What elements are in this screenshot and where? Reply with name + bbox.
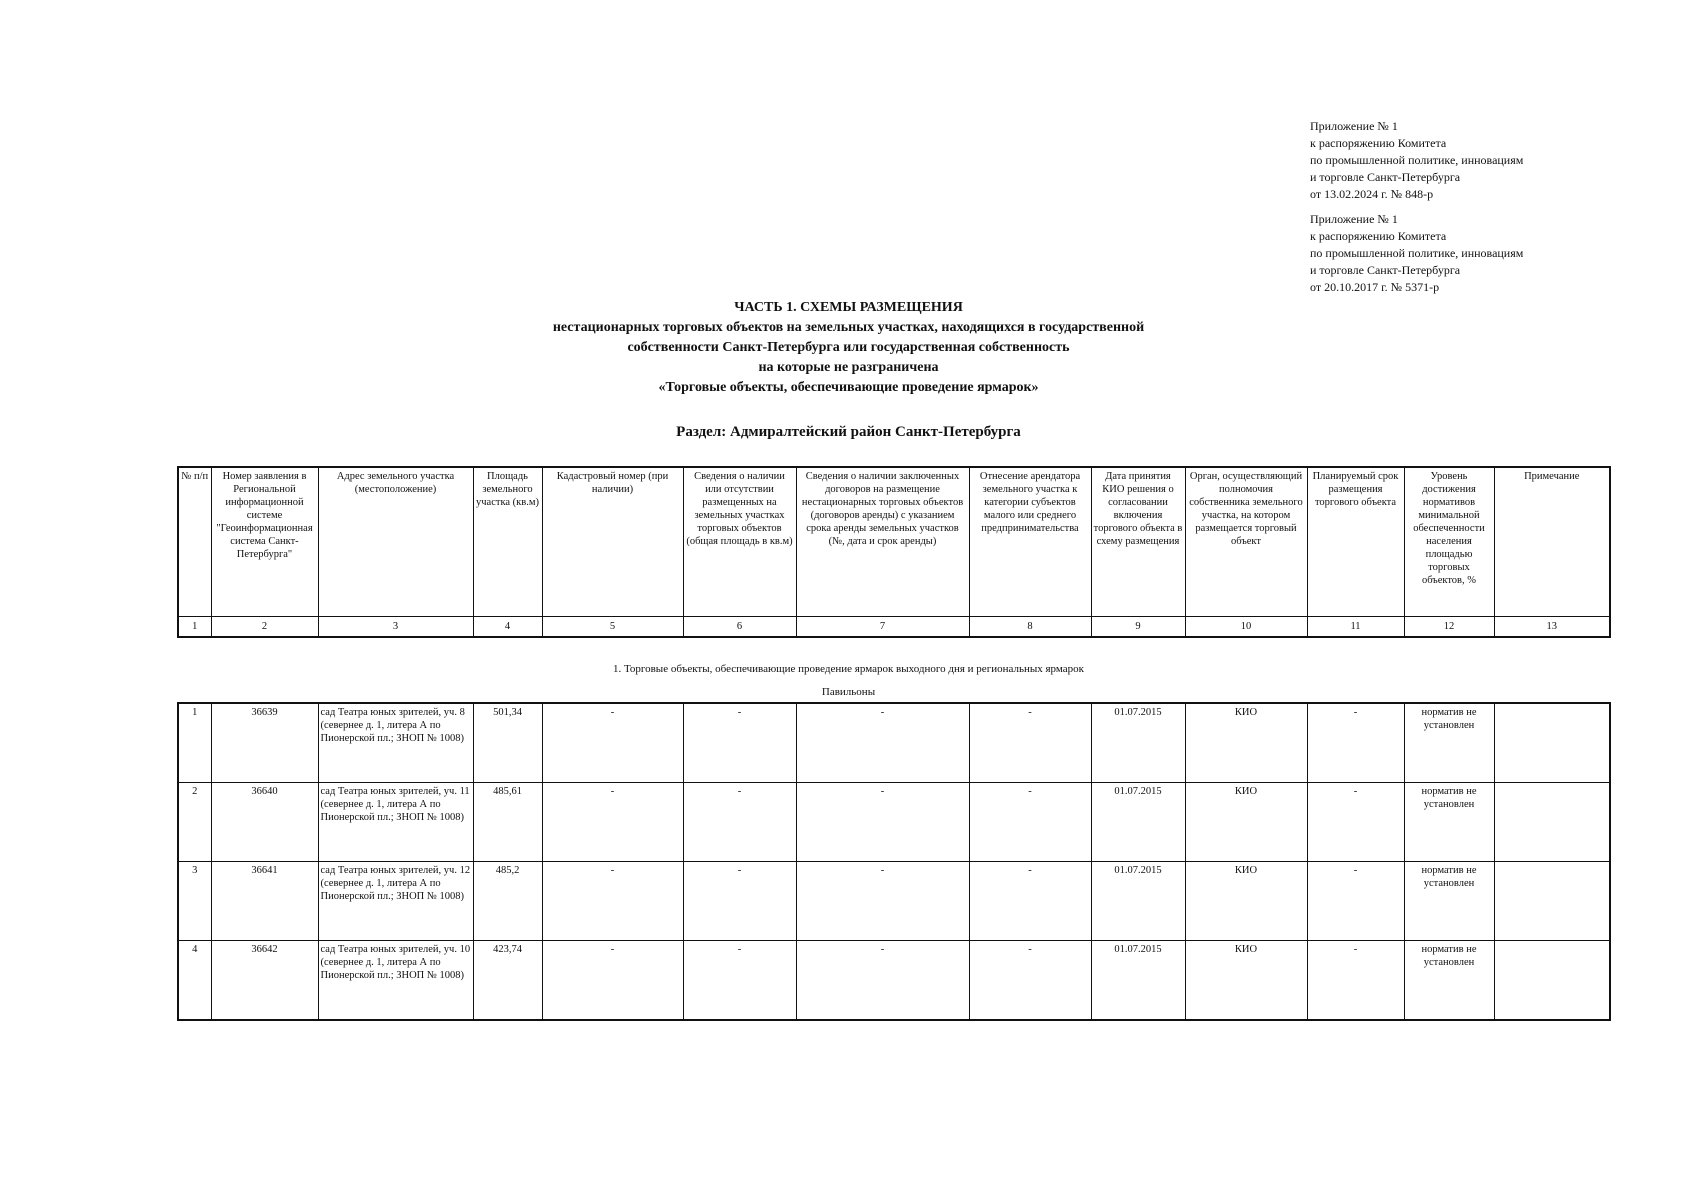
cadastral-number: - [542, 703, 683, 783]
land-area: 501,34 [473, 703, 542, 783]
category-subtitle: 1. Торговые объекты, обеспечивающие проведение ярмарок выходного дня и региональных ярмарок [612, 663, 1084, 675]
application-number: 36641 [211, 862, 318, 941]
header-cell: № п/п [178, 467, 211, 617]
note [1494, 862, 1610, 941]
planned-term: - [1307, 862, 1404, 941]
title-line: нестационарных торговых объектов на земельных участках, находящихся в государственной [552, 320, 1145, 335]
column-number: 12 [1404, 617, 1494, 638]
address: сад Театра юных зрителей, уч. 8 (севернее д. 1, литера А по Пионерской пл.; ЗНОП № 1008) [318, 703, 473, 783]
section-title: Раздел: Адмиралтейский район Санкт-Петербурга [676, 424, 1021, 440]
appendix-line: и торговле Санкт-Петербурга [1310, 170, 1461, 184]
authority: КИО [1185, 862, 1307, 941]
object-type-subtitle: Павильоны [821, 686, 876, 698]
appendix-line: от 20.10.2017 г. № 5371-р [1310, 280, 1440, 294]
appendix-line: Приложение № 1 [1310, 212, 1398, 226]
decision-date: 01.07.2015 [1091, 862, 1185, 941]
data-table [177, 702, 1611, 1021]
contracts: - [796, 941, 969, 1021]
sme-category: - [969, 941, 1091, 1021]
planned-term: - [1307, 703, 1404, 783]
land-area: 423,74 [473, 941, 542, 1021]
title-line: собственности Санкт-Петербурга или государственная собственность [627, 340, 1070, 355]
column-number: 2 [211, 617, 318, 638]
sme-category: - [969, 703, 1091, 783]
appendix-line: и торговле Санкт-Петербурга [1310, 263, 1461, 277]
column-number: 3 [318, 617, 473, 638]
appendix-line: к распоряжению Комитета [1310, 229, 1447, 243]
address: сад Театра юных зрителей, уч. 10 (севернее д. 1, литера А по Пионерской пл.; ЗНОП № 1008) [318, 941, 473, 1021]
norm-level: норматив не установлен [1404, 862, 1494, 941]
column-number: 9 [1091, 617, 1185, 638]
authority: КИО [1185, 941, 1307, 1021]
table-row [178, 703, 1610, 783]
land-area: 485,2 [473, 862, 542, 941]
column-number: 7 [796, 617, 969, 638]
sme-category: - [969, 783, 1091, 862]
title-line: ЧАСТЬ 1. СХЕМЫ РАЗМЕЩЕНИЯ [734, 300, 963, 315]
norm-level: норматив не установлен [1404, 703, 1494, 783]
note [1494, 783, 1610, 862]
appendix-line: Приложение № 1 [1310, 119, 1398, 133]
decision-date: 01.07.2015 [1091, 703, 1185, 783]
row-number: 4 [178, 941, 211, 1021]
planned-term: - [1307, 783, 1404, 862]
existing-objects: - [683, 862, 796, 941]
column-number-row [178, 617, 1610, 638]
column-number: 13 [1494, 617, 1610, 638]
header-row [178, 467, 1610, 617]
row-number: 1 [178, 703, 211, 783]
document-title [0, 298, 1697, 398]
column-number: 1 [178, 617, 211, 638]
header-table [177, 466, 1611, 638]
header-cell: Кадастровый номер (при наличии) [542, 467, 683, 617]
norm-level: норматив не установлен [1404, 941, 1494, 1021]
authority: КИО [1185, 703, 1307, 783]
norm-level: норматив не установлен [1404, 783, 1494, 862]
header-cell: Площадь земельного участка (кв.м) [473, 467, 542, 617]
table-row [178, 941, 1610, 1021]
title-line: «Торговые объекты, обеспечивающие проведение ярмарок» [658, 380, 1039, 395]
appendix-line: по промышленной политике, инновациям [1310, 246, 1524, 260]
header-cell: Примечание [1494, 467, 1610, 617]
appendix-note-original [1310, 211, 1523, 296]
column-number: 5 [542, 617, 683, 638]
appendix-line: по промышленной политике, инновациям [1310, 153, 1524, 167]
application-number: 36639 [211, 703, 318, 783]
column-number: 6 [683, 617, 796, 638]
decision-date: 01.07.2015 [1091, 941, 1185, 1021]
appendix-line: от 13.02.2024 г. № 848-р [1310, 187, 1434, 201]
application-number: 36642 [211, 941, 318, 1021]
contracts: - [796, 783, 969, 862]
header-cell: Орган, осуществляющий полномочия собственника земельного участка, на котором размещается торговый объект [1185, 467, 1307, 617]
cadastral-number: - [542, 941, 683, 1021]
column-number: 10 [1185, 617, 1307, 638]
row-number: 2 [178, 783, 211, 862]
note [1494, 703, 1610, 783]
header-cell: Отнесение арендатора земельного участка к категории субъектов малого или среднего предпринимательства [969, 467, 1091, 617]
table-row [178, 862, 1610, 941]
decision-date: 01.07.2015 [1091, 783, 1185, 862]
header-cell: Адрес земельного участка (местоположение) [318, 467, 473, 617]
column-number: 8 [969, 617, 1091, 638]
header-cell: Сведения о наличии или отсутствии размещенных на земельных участках торговых объектов (общая площадь в кв.м) [683, 467, 796, 617]
cadastral-number: - [542, 862, 683, 941]
cadastral-number: - [542, 783, 683, 862]
contracts: - [796, 703, 969, 783]
table-row [178, 783, 1610, 862]
land-area: 485,61 [473, 783, 542, 862]
header-cell: Уровень достижения нормативов минимальной обеспеченности населения площадью торговых объектов, % [1404, 467, 1494, 617]
sme-category: - [969, 862, 1091, 941]
existing-objects: - [683, 703, 796, 783]
application-number: 36640 [211, 783, 318, 862]
column-number: 4 [473, 617, 542, 638]
planned-term: - [1307, 941, 1404, 1021]
header-cell: Номер заявления в Региональной информационной системе "Геоинформационная система Санкт-Петербурга" [211, 467, 318, 617]
appendix-note-current [1310, 118, 1523, 203]
header-cell: Планируемый срок размещения торгового объекта [1307, 467, 1404, 617]
appendix-line: к распоряжению Комитета [1310, 136, 1447, 150]
address: сад Театра юных зрителей, уч. 12 (севернее д. 1, литера А по Пионерской пл.; ЗНОП № 1008) [318, 862, 473, 941]
address: сад Театра юных зрителей, уч. 11 (севернее д. 1, литера А по Пионерской пл.; ЗНОП № 1008) [318, 783, 473, 862]
existing-objects: - [683, 783, 796, 862]
header-cell: Дата принятия КИО решения о согласовании включения торгового объекта в схему размещения [1091, 467, 1185, 617]
title-line: на которые не разграничена [758, 360, 939, 375]
authority: КИО [1185, 783, 1307, 862]
column-number: 11 [1307, 617, 1404, 638]
header-cell: Сведения о наличии заключенных договоров на размещение нестационарных торговых объектов (договоров аренды) с указанием срока аренды земельных участков (№, дата и срок аренды) [796, 467, 969, 617]
row-number: 3 [178, 862, 211, 941]
existing-objects: - [683, 941, 796, 1021]
contracts: - [796, 862, 969, 941]
note [1494, 941, 1610, 1021]
